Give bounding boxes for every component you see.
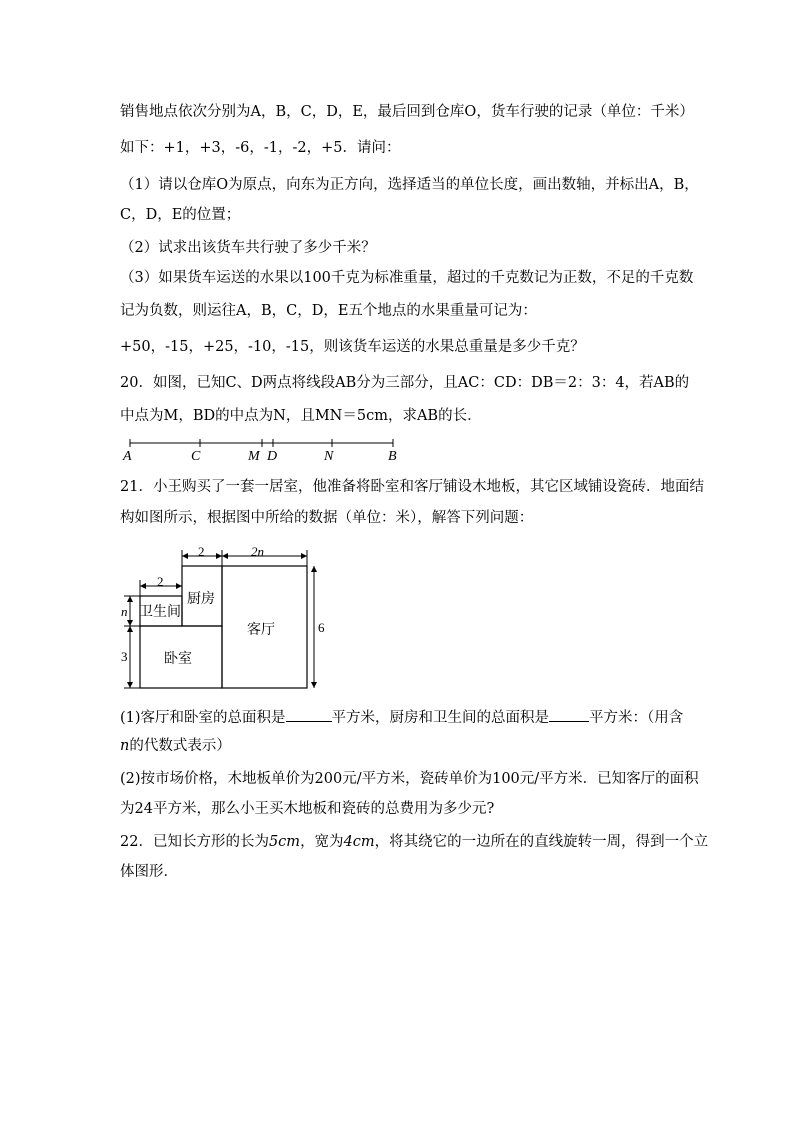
text-span: ，宽为 <box>300 834 344 850</box>
point-label-m: M <box>248 449 260 464</box>
text-line <box>120 736 231 756</box>
room-bathroom: 卫生间 <box>139 605 181 620</box>
dim-bath-width: 2 <box>157 574 164 589</box>
question-19-part-1: （1）请以仓库O为原点，向东为正方向，选择适当的单位长度，画出数轴，并标出A，B， <box>120 177 699 193</box>
dim-kitchen-width: 2 <box>198 544 205 559</box>
question-21: 21．小王购买了一套一居室，他准备将卧室和客厅铺设木地板，其它区域铺设瓷砖．地面结 <box>120 479 704 495</box>
answer-blank-2[interactable] <box>549 706 589 722</box>
text-span: ，将其绕它的一边所在的直线旋转一周，得到一个立 <box>374 834 709 850</box>
text-line: 如下：+1，+3，-6，-1，-2，+5．请问： <box>120 140 401 156</box>
question-21-part-2: (2)按市场价格，木地板单价为200元/平方米，瓷砖单价为100元/平方米．已知客厅的面积 <box>120 771 699 787</box>
dim-living-height: 6 <box>318 620 325 635</box>
room-living: 客厅 <box>247 623 275 638</box>
question-21-part-1 <box>120 706 683 728</box>
text-span: 平方米，厨房和卫生间的总面积是 <box>331 710 550 726</box>
text-span: 平方米：（用含 <box>589 710 684 726</box>
point-label-b: B <box>388 449 397 464</box>
text-line: 销售地点依次分别为A，B，C，D，E，最后回到仓库O，货车行驶的记录（单位：千米） <box>120 104 694 120</box>
dim-bedroom-height: 3 <box>121 649 128 664</box>
text-span: 22．已知长方形的长为 <box>120 834 269 850</box>
point-label-d: D <box>267 449 278 464</box>
text-span: (1)客厅和卧室的总面积是 <box>120 710 286 726</box>
text-line: 构如图所示，根据图中所给的数据（单位：米），解答下列问题： <box>120 510 534 526</box>
text-line: 为24平方米，那么小王买木地板和瓷砖的总费用为多少元? <box>120 801 495 817</box>
question-19-part-3: （3）如果货车运送的水果以100千克为标准重量，超过的千克数记为正数，不足的千克数 <box>120 270 694 286</box>
question-22 <box>120 832 708 852</box>
room-kitchen: 厨房 <box>187 592 215 607</box>
text-line: C，D，E的位置； <box>120 207 241 223</box>
text-line: +50，-15，+25，-10，-15，则该货车运送的水果总重量是多少千克？ <box>120 339 585 355</box>
room-bedroom: 卧室 <box>164 652 192 667</box>
answer-blank-1[interactable] <box>286 706 332 722</box>
text-line: 中点为M，BD的中点为N，且MN＝5cm，求AB的长． <box>120 408 482 424</box>
dim-living-width: 2n <box>251 544 264 559</box>
text-line: 体图形． <box>120 864 178 880</box>
text-line: 记为负数，则运往A，B，C，D，E五个地点的水果重量可记为： <box>120 303 537 319</box>
variable-n: n <box>120 738 130 754</box>
width-value: 4cm <box>343 834 375 850</box>
point-label-a: A <box>123 449 132 464</box>
dim-bath-height: n <box>121 604 128 619</box>
length-value: 5cm <box>268 834 301 850</box>
text-span: 的代数式表示） <box>129 738 231 754</box>
question-20: 20．如图，已知C、D两点将线段AB分为三部分，且AC：CD：DB＝2：3：4，若AB的 <box>120 375 690 391</box>
point-label-c: C <box>191 449 201 464</box>
point-label-n: N <box>324 449 334 464</box>
question-19-part-2: （2）试求出该货车共行驶了多少千米？ <box>120 240 376 256</box>
